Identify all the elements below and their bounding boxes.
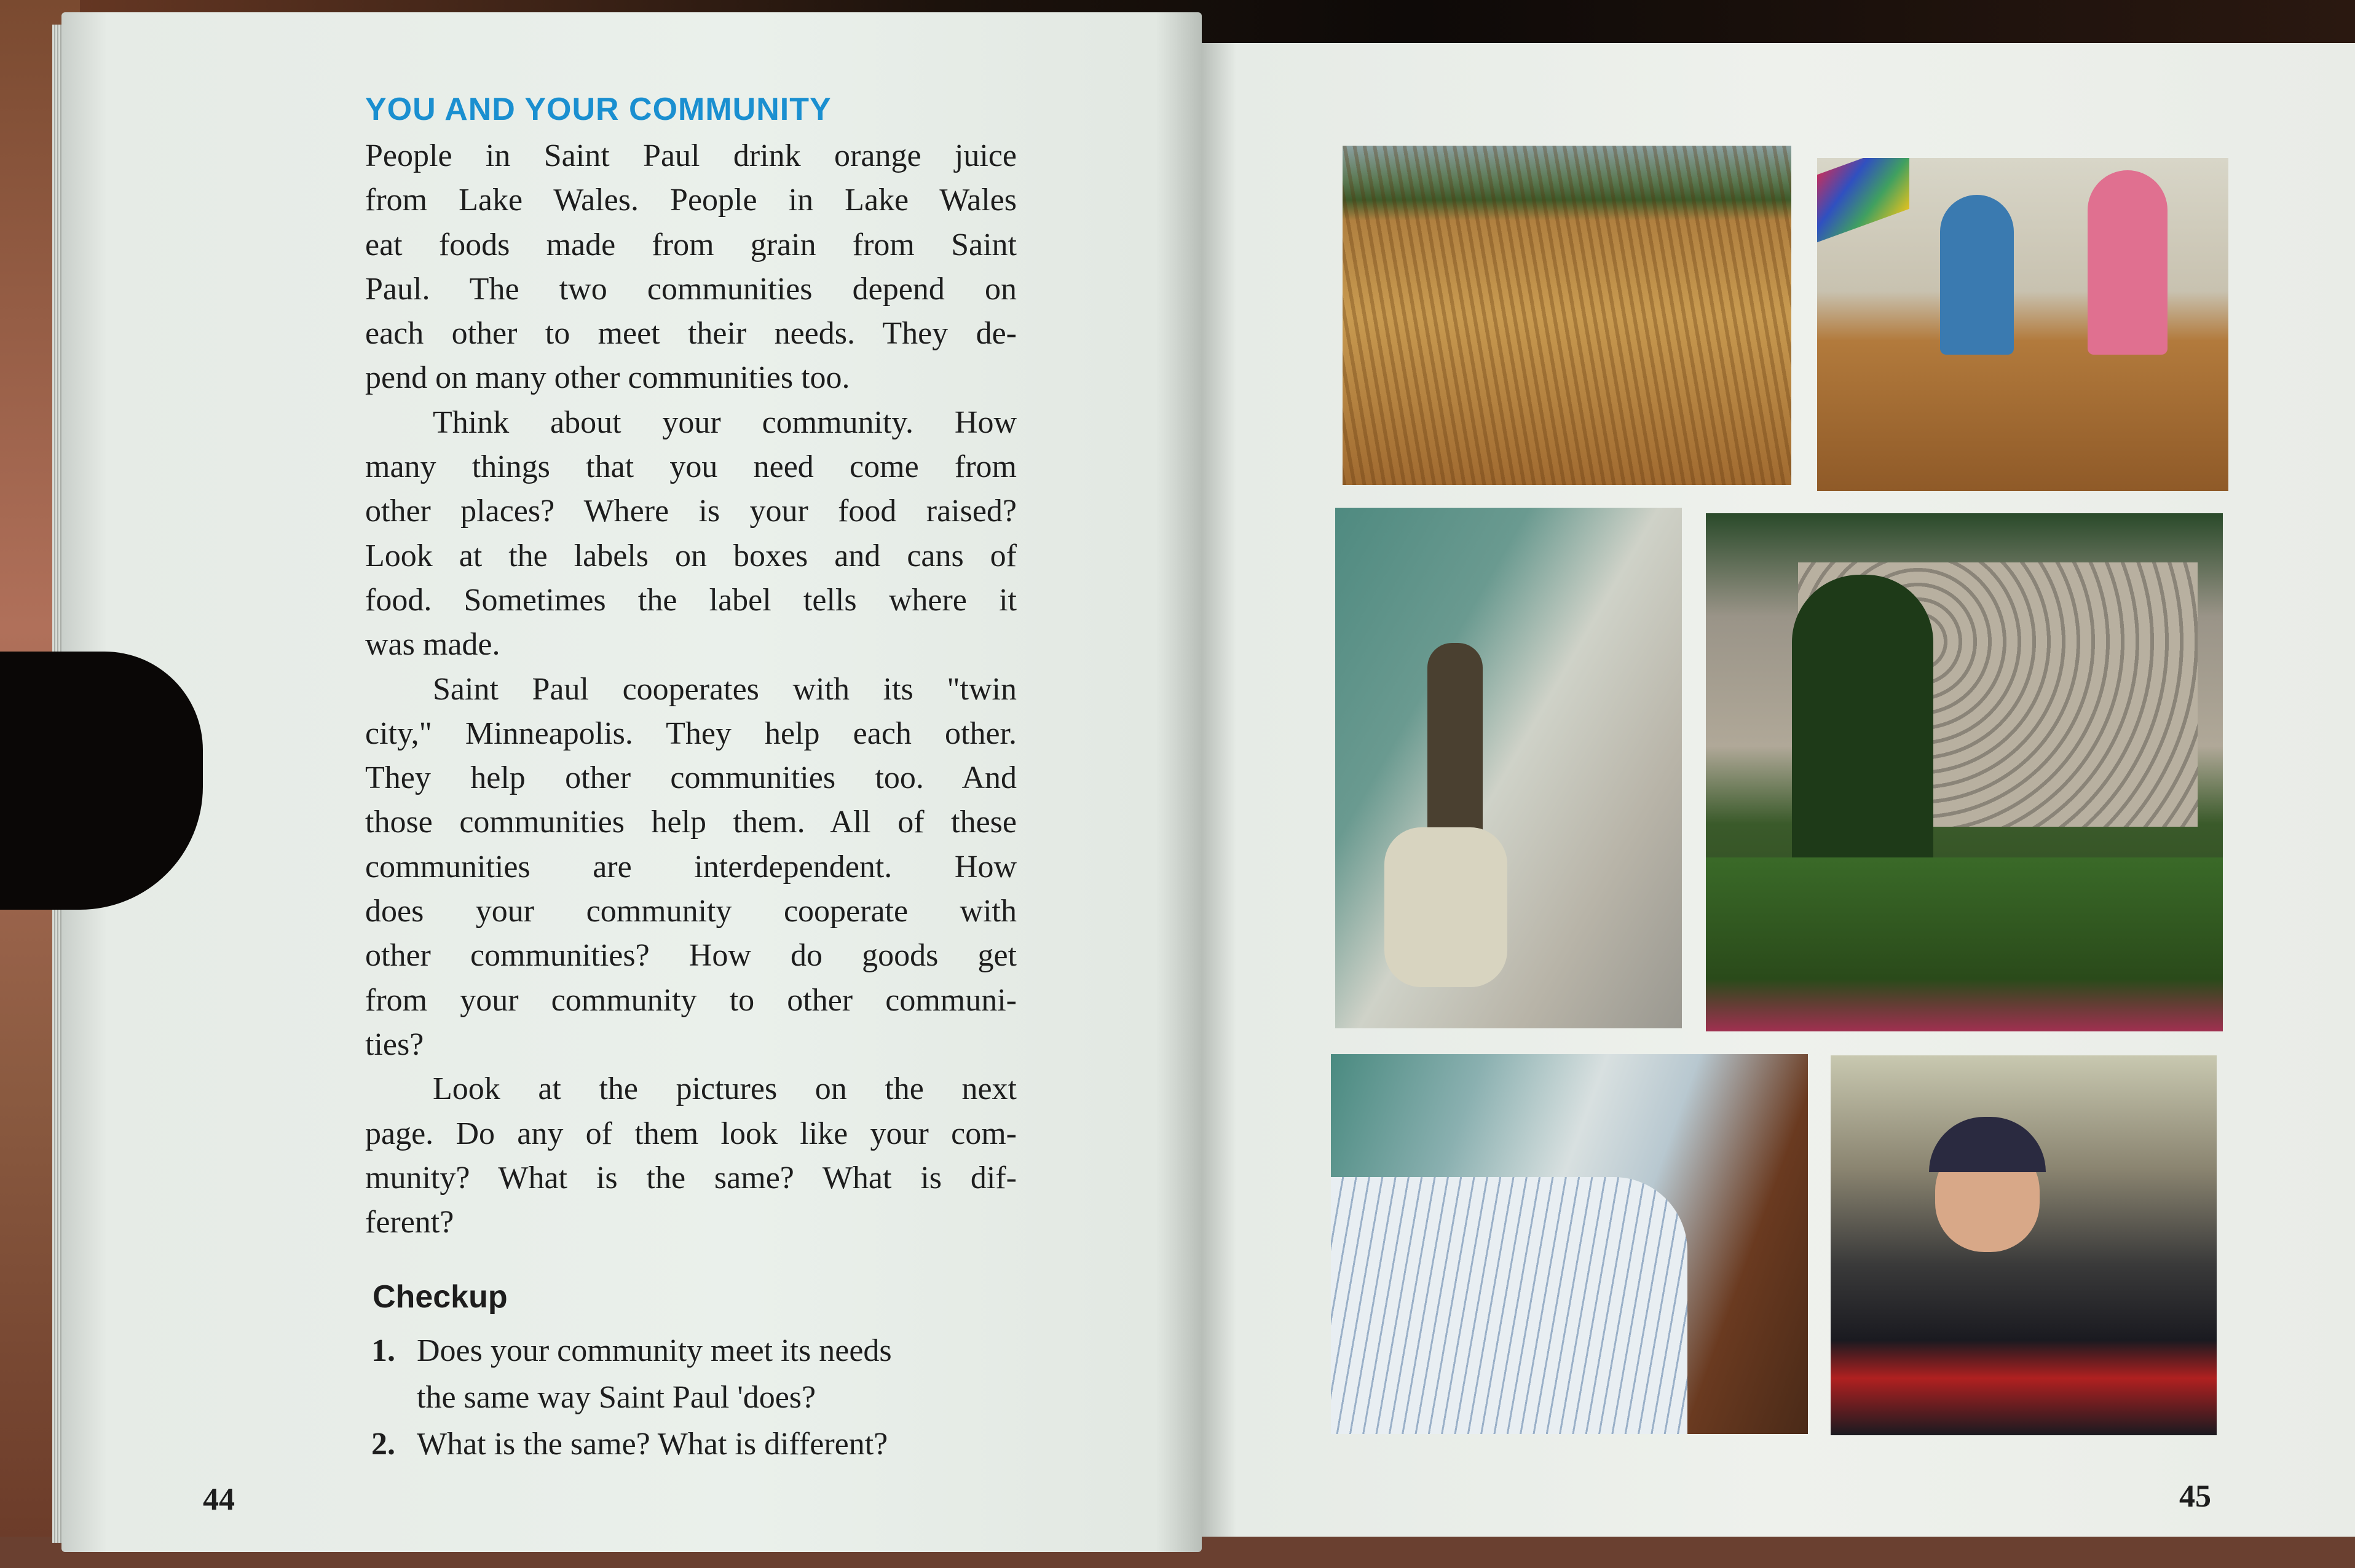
boy-figure [1940,195,2014,355]
text-line: Paul. The two communities depend on [365,271,1017,307]
text-line: city," Minneapolis. They help each other. [365,715,1017,751]
photo-quarry-workers [1335,508,1682,1028]
text-line: communities are interdependent. How [365,849,1017,884]
body-text [365,134,1017,1245]
worker-figure [1384,827,1507,987]
photo-textile-mill [1331,1054,1808,1434]
page-number-right: 45 [2179,1479,2211,1514]
text-line: does your community cooperate with [365,894,1017,929]
text-line: those communities help them. All of these [365,805,1017,840]
photo-stone-house [1706,513,2223,1031]
text-line: from Lake Wales. People in Lake Wales [365,183,1017,218]
checkup-item [371,1421,892,1468]
text-line: Look at the labels on boxes and cans of [365,538,1017,573]
checkup-heading: Checkup [373,1279,508,1315]
text-line: Saint Paul cooperates with its "twin [433,671,1017,707]
text-line: other places? Where is your food raised? [365,494,1017,529]
photo-boy-shopping [1831,1055,2217,1435]
checkup-list [371,1328,892,1468]
photo-wheat-field [1343,146,1791,485]
checkup-item [371,1328,892,1421]
text-line: each other to meet their needs. They de- [365,316,1017,352]
item-text: Does your community meet its needs [417,1333,892,1368]
item-text: What is the same? What is different? [417,1427,888,1462]
fabric-rolls [1331,1177,1687,1434]
text-line: many things that you need come from [365,449,1017,485]
text-line: page. Do any of them look like your com- [365,1116,1017,1151]
wall-art [1817,158,1909,242]
text-line: ties? [365,1026,424,1062]
text-line: ferent? [365,1205,454,1240]
item-text: the same way Saint Paul 'does? [417,1380,816,1415]
section-heading: YOU AND YOUR COMMUNITY [365,92,832,127]
text-line: was made. [365,627,500,663]
text-line: People in Saint Paul drink orange juice [365,138,1017,173]
text-line: munity? What is the same? What is dif- [365,1160,1017,1196]
text-line: pend on many other communities too. [365,360,850,396]
text-line: from your community to other communi- [365,982,1017,1018]
item-number: 2. [371,1427,395,1462]
photo-children-eating [1817,158,2228,491]
girl-figure [2088,170,2168,355]
page-number-left: 44 [203,1482,235,1517]
text-line: Think about your community. How [433,404,1017,440]
item-number: 1. [371,1333,395,1368]
garden-flowers [1706,857,2223,1031]
text-line: Look at the pictures on the next [433,1071,1017,1107]
text-line: other communities? How do goods get [365,938,1017,974]
text-line: eat foods made from grain from Saint [365,227,1017,262]
text-line: food. Sometimes the label tells where it [365,582,1017,618]
text-line: They help other communities too. And [365,760,1017,796]
twins-cap [1929,1117,2046,1172]
